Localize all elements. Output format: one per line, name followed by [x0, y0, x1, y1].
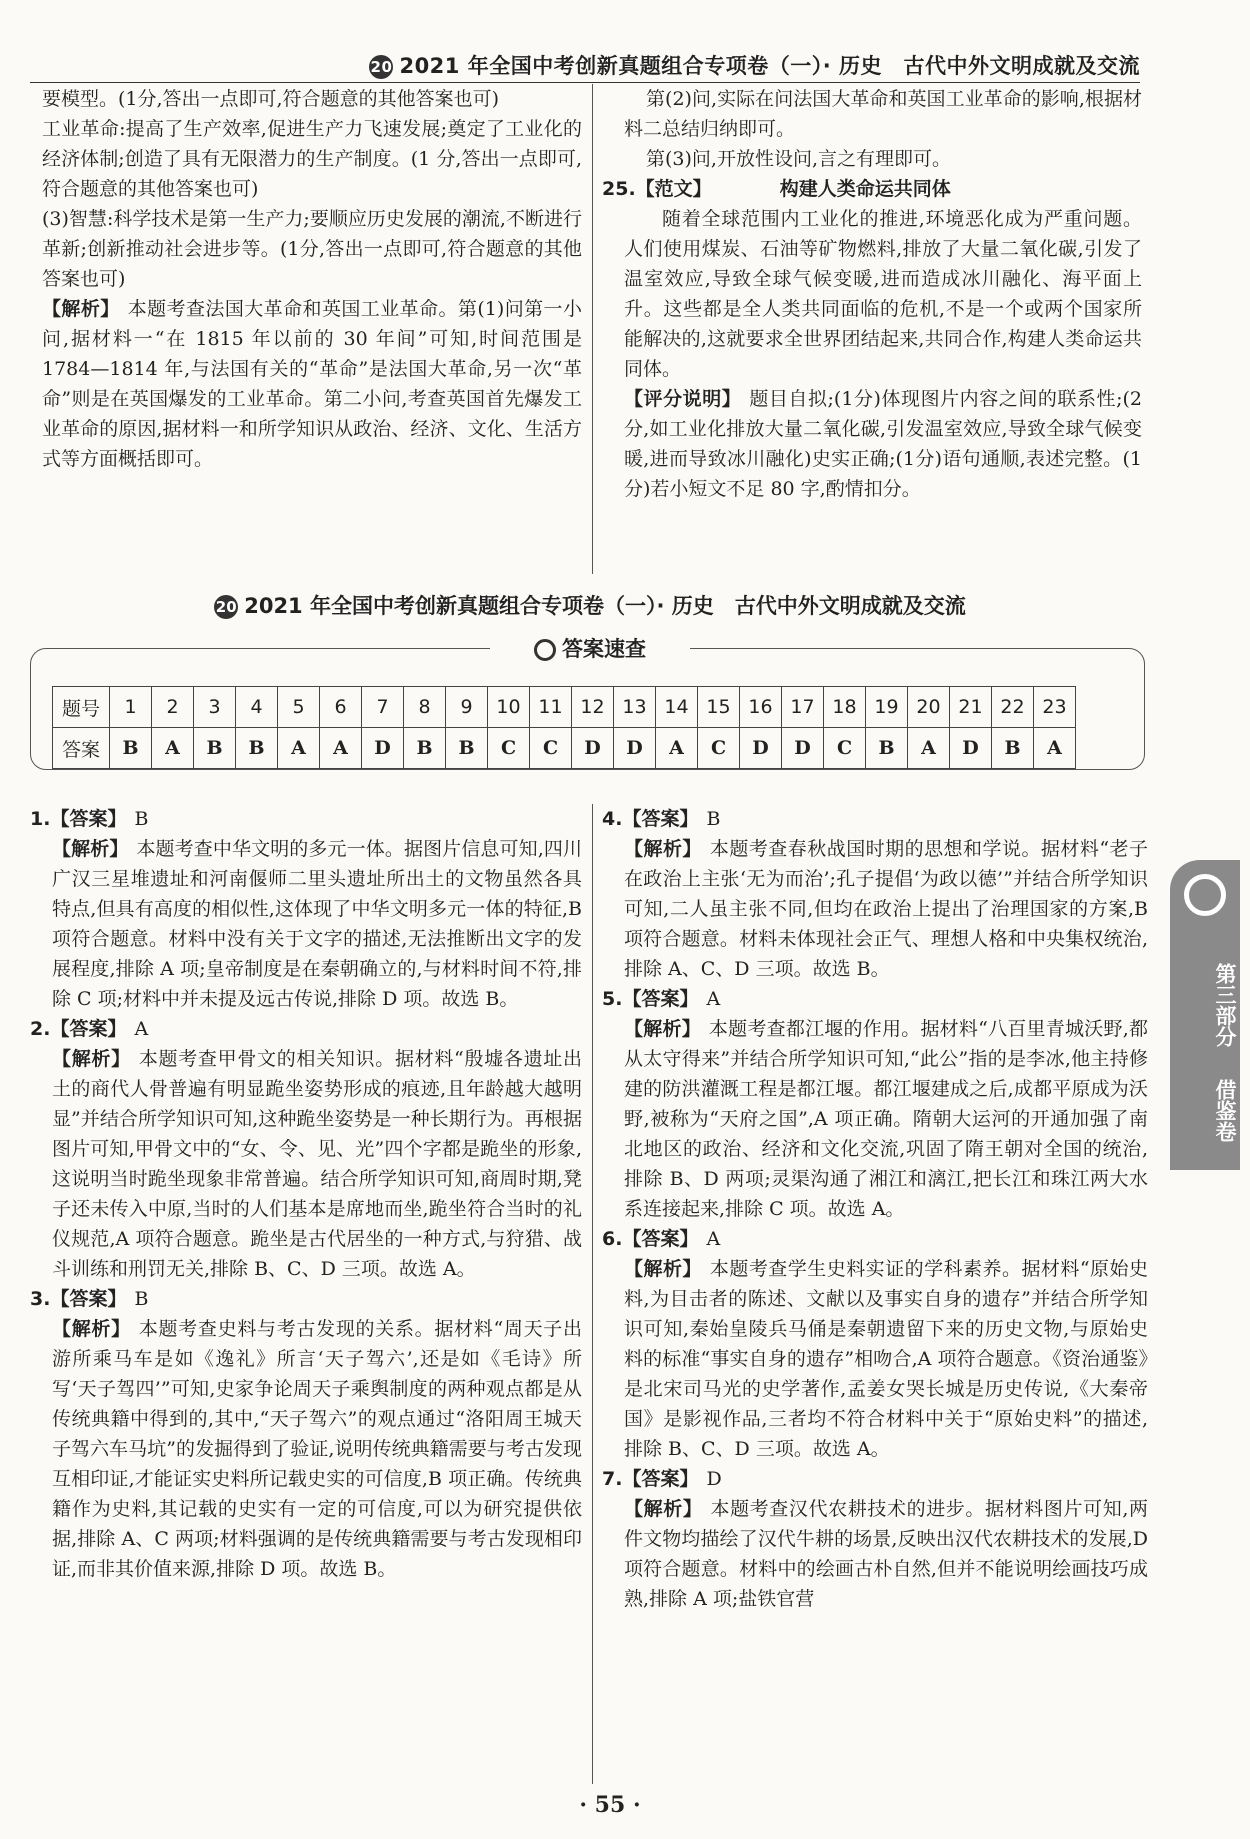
question-number-cell: 7	[362, 687, 404, 728]
header-title: 2021 年全国中考创新真题组合专项卷（一）· 历史 古代中外文明成就及交流	[399, 54, 1140, 78]
answer-value: D	[706, 1468, 722, 1490]
answer-cell: B	[404, 728, 446, 769]
question-number: 4.	[602, 808, 623, 830]
answer-cell: D	[362, 728, 404, 769]
question-number-cell: 8	[404, 687, 446, 728]
answer-line	[30, 1014, 582, 1044]
header-badge: 20	[369, 55, 393, 79]
analysis-line	[602, 1014, 1148, 1224]
answer-line	[602, 984, 1148, 1014]
page-header	[30, 50, 1140, 83]
answer-table	[52, 686, 1076, 769]
question-number-cell: 14	[656, 687, 698, 728]
question-number: 2.	[30, 1018, 51, 1040]
answer-cell: D	[572, 728, 614, 769]
answer-cell: A	[908, 728, 950, 769]
answer-cell: B	[866, 728, 908, 769]
top-right-column	[602, 84, 1142, 504]
analysis-line	[602, 834, 1148, 984]
question-number-cell: 21	[950, 687, 992, 728]
analysis-tag: 【解析】	[624, 1498, 703, 1520]
top-left-column	[42, 84, 582, 474]
question-number: 3.	[30, 1288, 51, 1310]
bottom-left-column	[30, 804, 582, 1584]
question-number: 5.	[602, 988, 623, 1010]
analysis-tag: 【解析】	[42, 298, 120, 320]
answer-line	[602, 1224, 1148, 1254]
answer-table-numbers-row	[53, 687, 1076, 728]
analysis-text: 本题考查中华文明的多元一体。据图片信息可知,四川广汉三星堆遗址和河南偃师二里头遗址所出土的文物虽然各具特点,但具有高度的相似性,这体现了中华文明多元一体的特征,B 项符合题意。材料中没有关于文字的描述,无法推断出文字的发展程度,排除 A 项;皇帝制度是在秦朝确立的,与材料时间不符,排除 C 项;材料中并未提及远古传说,排除 D 项。故选 B。	[52, 838, 582, 1010]
question-number-cell: 2	[152, 687, 194, 728]
answer-line	[30, 1284, 582, 1314]
page-number: · 55 ·	[579, 1792, 641, 1818]
essay-tag: 【范文】	[635, 178, 712, 200]
answer-cell: B	[236, 728, 278, 769]
analysis-tag: 【解析】	[52, 838, 129, 860]
question-number-cell: 12	[572, 687, 614, 728]
answer-box-title-text: 答案速查	[562, 637, 646, 661]
question-number-cell: 23	[1034, 687, 1076, 728]
analysis-text: 本题考查史料与考古发现的关系。据材料“周天子出游所乘马车是如《逸礼》所言‘天子驾六’,还是如《毛诗》所写‘天子驾四’”可知,史家争论周天子乘舆制度的两种观点都是从传统典籍中得到的,其中,“天子驾六”的观点通过“洛阳周王城天子驾六车马坑”的发掘得到了验证,说明传统典籍需要与考古发现互相印证,才能证实史料所记载史实的可信度,B 项正确。传统典籍作为史料,其记载的史实有一定的可信度,可以为研究提供依据,排除 A、C 两项;材料强调的是传统典籍需要与考古发现相印证,而非其价值来源,排除 D 项。故选 B。	[52, 1318, 582, 1580]
top-left-para-3: (3)智慧:科学技术是第一生产力;要顺应历史发展的潮流,不断进行革新;创新推动社会进步等。(1分,答出一点即可,符合题意的其他答案也可)	[42, 208, 582, 290]
analysis-text: 本题考查都江堰的作用。据材料“八百里青城沃野,都从太守得来”并结合所学知识可知,“此公”指的是李冰,他主持修建的防洪灌溉工程是都江堰。都江堰建成之后,成都平原成为沃野,被称为“天府之国”,A 项正确。隋朝大运河的开通加强了南北地区的政治、经济和文化交流,巩固了隋王朝对全国的统治,排除 B、D 两项;灵渠沟通了湘江和漓江,把长江和珠江两大水系连接起来,排除 C 项。故选 A。	[624, 1018, 1148, 1220]
analysis-line	[602, 1494, 1148, 1614]
question-number-cell: 18	[824, 687, 866, 728]
analysis-tag: 【解析】	[624, 1258, 702, 1280]
answer-cell: A	[320, 728, 362, 769]
question-number-cell: 4	[236, 687, 278, 728]
analysis-tag: 【解析】	[52, 1318, 131, 1340]
score-tag: 【评分说明】	[624, 388, 742, 410]
target-icon	[534, 639, 556, 661]
question-number-cell: 1	[110, 687, 152, 728]
answer-cell: C	[530, 728, 572, 769]
answer-tag: 【答案】	[622, 1468, 699, 1490]
answer-table-answers-row	[53, 728, 1076, 769]
analysis-tag: 【解析】	[52, 1048, 131, 1070]
analysis-line	[602, 1254, 1148, 1464]
question-number-cell: 22	[992, 687, 1034, 728]
question-number-cell: 20	[908, 687, 950, 728]
bottom-column-divider	[592, 804, 593, 1784]
answer-cell: C	[698, 728, 740, 769]
analysis-tag: 【解析】	[624, 838, 702, 860]
answer-tag: 【答案】	[622, 808, 699, 830]
side-tab-name: 借鉴卷	[1213, 1078, 1237, 1142]
top-right-para-2: 第(3)问,开放性设问,言之有理即可。	[646, 148, 951, 170]
question-number-cell: 11	[530, 687, 572, 728]
analysis-line	[30, 1044, 582, 1284]
answer-cell: B	[992, 728, 1034, 769]
analysis-text: 本题考查甲骨文的相关知识。据材料“殷墟各遗址出土的商代人骨普遍有明显跪坐姿势形成的痕迹,且年龄越大越明显”并结合所学知识可知,这种跪坐姿势是一种长期行为。再根据图片可知,甲骨文中的“女、令、见、光”四个字都是跪坐的形象,这说明当时跪坐现象非常普遍。结合所学知识可知,商周时期,凳子还未传入中原,当时的人们基本是席地而坐,跪坐符合当时的礼仪规范,A 项符合题意。跪坐是古代居坐的一种方式,与狩猎、战斗训练和刑罚无关,排除 B、C、D 三项。故选 A。	[52, 1048, 582, 1280]
answer-cell: B	[446, 728, 488, 769]
top-right-para-1: 第(2)问,实际在问法国大革命和英国工业革命的影响,根据材料二总结归纳即可。	[624, 88, 1142, 140]
answer-cell: D	[782, 728, 824, 769]
answer-tag: 【答案】	[622, 1228, 699, 1250]
question-number: 1.	[30, 808, 51, 830]
question-number-cell: 6	[320, 687, 362, 728]
analysis-line	[30, 834, 582, 1014]
question-number-cell: 5	[278, 687, 320, 728]
answer-tag: 【答案】	[622, 988, 699, 1010]
answer-cell: B	[110, 728, 152, 769]
top-column-divider	[592, 84, 593, 574]
answer-line	[602, 804, 1148, 834]
target-icon	[1184, 874, 1226, 916]
section-title	[0, 590, 1180, 620]
question-number-cell: 9	[446, 687, 488, 728]
answer-line	[602, 1464, 1148, 1494]
answer-value: A	[134, 1018, 149, 1040]
essay-text: 随着全球范围内工业化的推进,环境恶化成为严重问题。人们使用煤炭、石油等矿物燃料,排放了大量二氧化碳,引发了温室效应,导致全球气候变暖,进而造成冰川融化、海平面上升。这些都是全人类共同面临的危机,不是一个或两个国家所能解决的,这就要求全世界团结起来,共同合作,构建人类命运共同体。	[624, 208, 1142, 380]
section-title-text: 2021 年全国中考创新真题组合专项卷（一）· 历史 古代中外文明成就及交流	[244, 594, 966, 618]
analysis-tag: 【解析】	[624, 1018, 701, 1040]
top-left-para-2: 工业革命:提高了生产效率,促进生产力飞速发展;奠定了工业化的经济体制;创造了具有无限潜力的生产制度。(1 分,答出一点即可,符合题意的其他答案也可)	[42, 118, 582, 200]
question-number-cell: 15	[698, 687, 740, 728]
question-number: 6.	[602, 1228, 623, 1250]
answer-value: B	[134, 808, 149, 830]
question-number-cell: 13	[614, 687, 656, 728]
answers-label: 答案	[53, 728, 110, 769]
answer-line	[30, 804, 582, 834]
answer-cell: D	[950, 728, 992, 769]
section-badge: 20	[214, 595, 238, 619]
answer-cell: A	[1034, 728, 1076, 769]
q25-heading	[602, 174, 1142, 204]
answer-cell: A	[152, 728, 194, 769]
question-number-cell: 19	[866, 687, 908, 728]
answer-box-title	[490, 634, 690, 664]
question-number-cell: 3	[194, 687, 236, 728]
analysis-text: 本题考查学生史料实证的学科素养。据材料“原始史料,为目击者的陈述、文献以及事实自身的遗存”并结合所学知识可知,秦始皇陵兵马俑是秦朝遗留下来的历史文物,与原始史料的标准“事实自身的遗存”相吻合,A 项符合题意。《资治通鉴》是北宋司马光的史学著作,孟姜女哭长城是历史传说,《大秦帝国》是影视作品,三者均不符合材料中关于“原始史料”的描述,排除 B、C、D 三项。故选 A。	[624, 1258, 1148, 1460]
analysis-text: 本题考查春秋战国时期的思想和学说。据材料“老子在政治上主张‘无为而治’;孔子提倡‘为政以德’”并结合所学知识可知,二人虽主张不同,但均在政治上提出了治理国家的方案,B 项符合题意。材料未体现社会正气、理想人格和中央集权统治,排除 A、C、D 三项。故选 B。	[624, 838, 1148, 980]
q25-number: 25.	[602, 178, 636, 200]
answer-value: B	[134, 1288, 149, 1310]
answer-cell: C	[824, 728, 866, 769]
answer-value: A	[706, 988, 721, 1010]
question-number-cell: 17	[782, 687, 824, 728]
question-number-cell: 16	[740, 687, 782, 728]
section-side-tab	[1170, 860, 1240, 1170]
answer-cell: A	[656, 728, 698, 769]
answer-cell: C	[488, 728, 530, 769]
numbers-label: 题号	[53, 687, 110, 728]
essay-title: 构建人类命运共同体	[779, 178, 951, 200]
bottom-right-column	[602, 804, 1148, 1614]
answer-tag: 【答案】	[50, 1018, 127, 1040]
top-left-analysis	[42, 294, 582, 474]
answer-value: A	[706, 1228, 721, 1250]
score-note	[602, 384, 1142, 504]
analysis-line	[30, 1314, 582, 1584]
analysis-text: 本题考查汉代农耕技术的进步。据材料图片可知,两件文物均描绘了汉代牛耕的场景,反映出汉代农耕技术的发展,D 项符合题意。材料中的绘画古朴自然,但并不能说明绘画技巧成熟,排除 A 项;盐铁官营	[624, 1498, 1148, 1610]
top-left-analysis-text: 本题考查法国大革命和英国工业革命。第(1)问第一小问,据材料一“在 1815 年以前的 30 年间”可知,时间范围是 1784—1814 年,与法国有关的“革命”是法国大革命,另一次“革命”则是在英国爆发的工业革命。第二小问,考查英国首先爆发工业革命的原因,据材料一和所学知识从政治、经济、文化、生活方式等方面概括即可。	[42, 298, 582, 470]
answer-tag: 【答案】	[50, 808, 127, 830]
answer-cell: A	[278, 728, 320, 769]
answer-cell: D	[740, 728, 782, 769]
score-text: 题目自拟;(1分)体现图片内容之间的联系性;(2 分,如工业化排放大量二氧化碳,引发温室效应,导致全球气候变暖,进而导致冰川融化)史实正确;(1分)语句通顺,表述完整。(1 分)若小短文不足 80 字,酌情扣分。	[624, 388, 1142, 500]
answer-cell: D	[614, 728, 656, 769]
question-number: 7.	[602, 1468, 623, 1490]
answer-tag: 【答案】	[50, 1288, 127, 1310]
question-number-cell: 10	[488, 687, 530, 728]
answer-value: B	[706, 808, 721, 830]
top-left-para-1: 要模型。(1分,答出一点即可,符合题意的其他答案也可)	[42, 88, 499, 110]
side-tab-part: 第三部分	[1213, 963, 1237, 1047]
answer-cell: B	[194, 728, 236, 769]
